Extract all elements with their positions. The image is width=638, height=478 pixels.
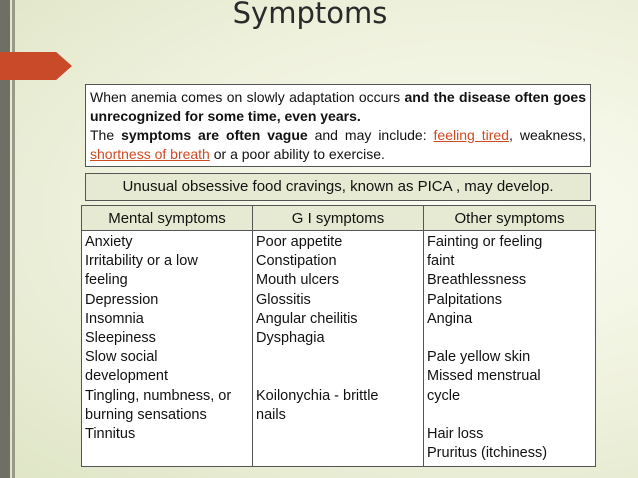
list-item: Insomnia xyxy=(85,310,144,327)
list-item: Fainting or feeling xyxy=(427,234,543,250)
list-item: nails xyxy=(256,406,286,423)
symptoms-table xyxy=(81,205,596,467)
intro-text-1: When anemia comes on slowly adaptation occurs xyxy=(90,89,405,105)
list-item: Angular cheilitis xyxy=(256,310,358,327)
header-gi-symptoms: G I symptoms xyxy=(253,206,424,231)
shortness-of-breath-link[interactable]: shortness of breath xyxy=(90,146,210,162)
list-item: Koilonychia - brittle xyxy=(256,387,379,404)
slide-title: Symptoms xyxy=(232,0,388,30)
list-item: Tingling, numbness, or xyxy=(85,387,232,404)
list-item: Mouth ulcers xyxy=(256,272,340,289)
list-spacer xyxy=(256,367,420,386)
list-item: Angina xyxy=(427,310,473,327)
list-spacer xyxy=(256,348,420,367)
intro-text-4: , weakness, xyxy=(509,127,586,143)
list-item: Poor appetite xyxy=(256,234,343,250)
list-item: Pruritus (itchiness) xyxy=(427,445,548,462)
list-item: Dysphagia xyxy=(256,330,325,347)
list-item: burning sensations xyxy=(85,406,207,423)
table-body-row xyxy=(82,231,596,467)
table-header-row xyxy=(82,206,596,231)
list-item: Tinnitus xyxy=(85,426,136,443)
other-symptoms-cell xyxy=(424,231,596,467)
list-item: feeling xyxy=(85,272,128,289)
intro-bold-2: symptoms are often vague xyxy=(121,127,308,143)
list-item: Breathlessness xyxy=(427,272,527,289)
feeling-tired-link[interactable]: feeling tired xyxy=(433,127,509,143)
intro-text-3: and may include: xyxy=(307,127,434,143)
mental-symptoms-cell xyxy=(82,231,253,467)
list-item: Anxiety xyxy=(85,234,133,250)
intro-text-2: The xyxy=(90,127,122,143)
list-item: Glossitis xyxy=(256,291,311,308)
list-item: faint xyxy=(427,253,455,270)
list-item: Missed menstrual xyxy=(427,368,541,385)
header-other-symptoms: Other symptoms xyxy=(424,206,596,231)
list-item: Slow social xyxy=(85,349,158,366)
intro-bold-1: and the disease often goes unrecognized for some time, even years. xyxy=(90,89,586,124)
pica-note: Unusual obsessive food cravings, known as PICA , may develop. xyxy=(85,173,591,201)
list-spacer xyxy=(427,329,592,348)
list-item: cycle xyxy=(427,387,461,404)
list-item: Irritability or a low xyxy=(85,253,198,270)
list-item: Depression xyxy=(85,291,159,308)
list-item: development xyxy=(85,368,169,385)
list-spacer xyxy=(427,406,592,425)
intro-text-box xyxy=(85,84,591,167)
header-mental-symptoms: Mental symptoms xyxy=(82,206,253,231)
intro-text-5: or a poor ability to exercise. xyxy=(209,146,385,162)
arrow-accent-shape xyxy=(0,52,72,80)
list-item: Constipation xyxy=(256,253,337,270)
list-item: Palpitations xyxy=(427,291,502,308)
gi-symptoms-cell xyxy=(253,231,424,467)
list-item: Sleepiness xyxy=(85,330,156,347)
list-item: Pale yellow skin xyxy=(427,349,531,366)
list-item: Hair loss xyxy=(427,426,484,442)
